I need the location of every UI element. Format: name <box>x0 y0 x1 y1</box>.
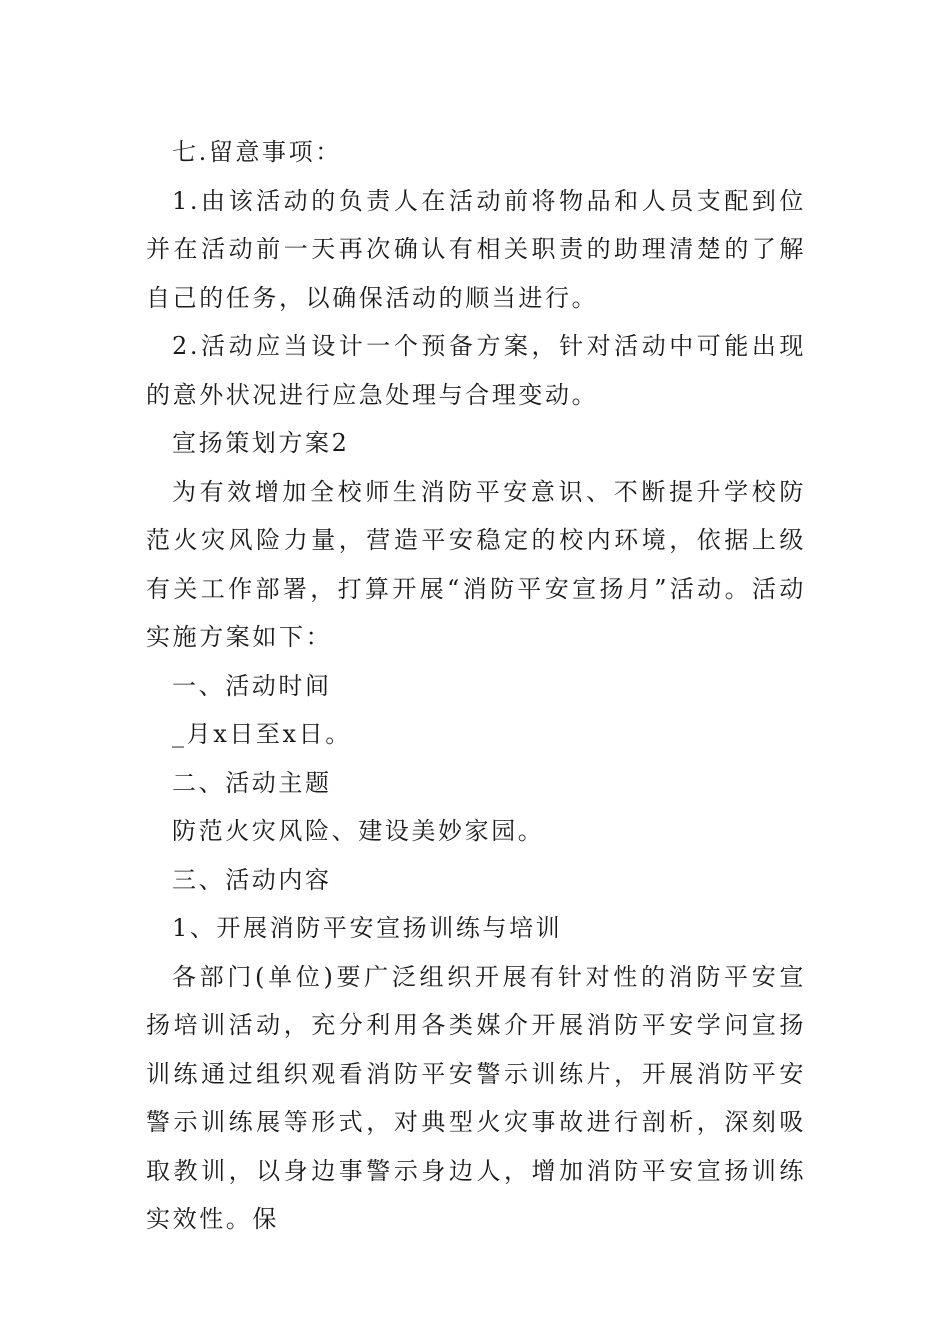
section-title-plan-2: 宣扬策划方案2 <box>172 429 350 457</box>
section-heading-theme: 二、活动主题 <box>172 768 332 797</box>
paragraph-training: 各部门(单位)要广泛组织开展有针对性的消防平安宣扬培训活动，充分利用各类媒介开展消防平安学问宣扬训练通过组织观看消防平安警示训练片，开展消防平安警示训练展等形式，对典型火灾事故进行剖析，深刻吸取教训，以身边事警示身边人，增加消防平安宣扬训练实效性。保 <box>146 962 806 1233</box>
paragraph-note-1: 1.由该活动的负责人在活动前将物品和人员支配到位并在活动前一天再次确认有相关职责的助理清楚的了解自己的任务，以确保活动的顺当进行。 <box>146 186 806 312</box>
paragraph-intro: 为有效增加全校师生消防平安意识、不断提升学校防范火灾风险力量，营造平安稳定的校内环境，依据上级有关工作部署，打算开展“消防平安宣扬月”活动。活动实施方案如下： <box>146 477 806 651</box>
paragraph-theme: 防范火灾风险、建设美妙家园。 <box>172 817 545 845</box>
section-heading-time: 一、活动时间 <box>172 671 332 700</box>
paragraph-time: _月x日至x日。 <box>172 720 352 748</box>
section-heading-content: 三、活动内容 <box>172 865 332 894</box>
paragraph-note-2: 2.活动应当设计一个预备方案，针对活动中可能出现的意外状况进行应急处理与合理变动。 <box>146 332 806 409</box>
section-heading-notes: 七.留意事项： <box>172 138 342 166</box>
document-body <box>146 128 806 1244</box>
subsection-heading-training: 1、开展消防平安宣扬训练与培训 <box>172 914 563 942</box>
